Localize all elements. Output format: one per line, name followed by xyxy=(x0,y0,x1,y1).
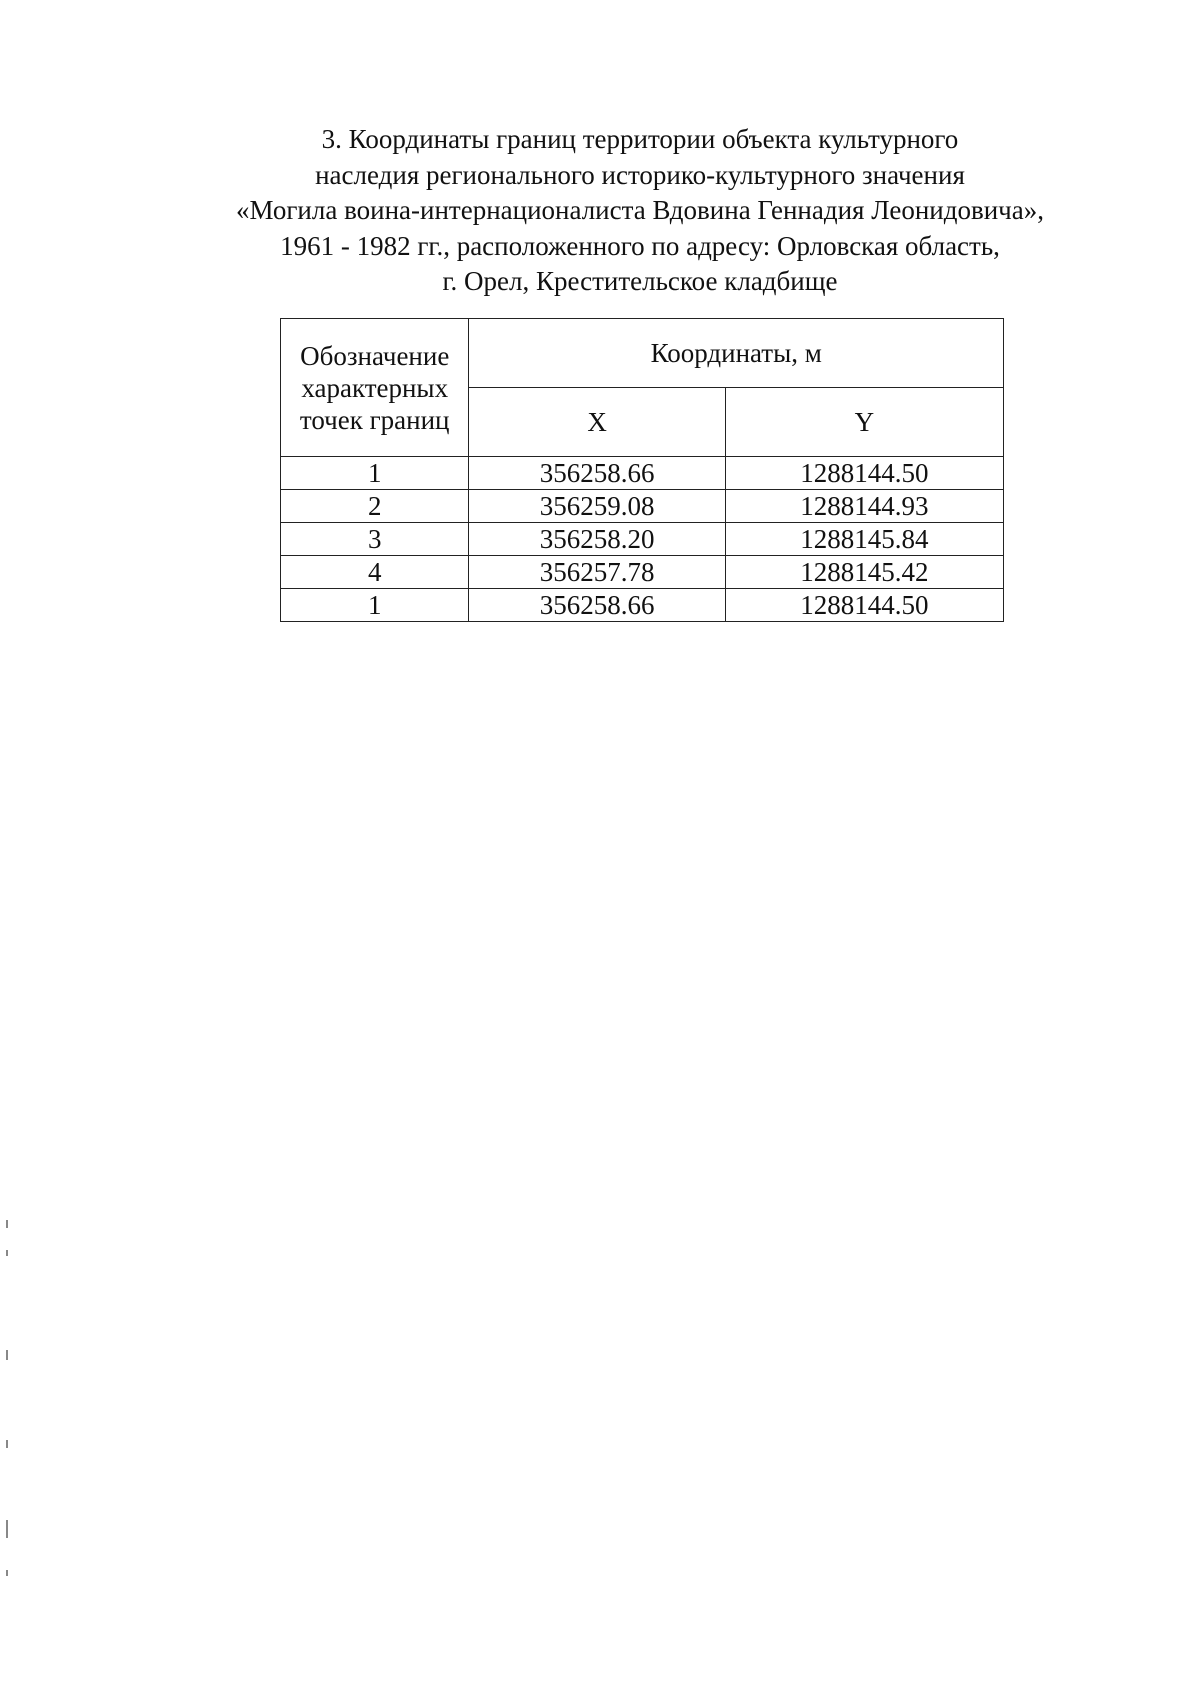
heading-line-2: наследия регионального историко-культурного значения xyxy=(315,159,965,190)
table-row xyxy=(281,556,1004,589)
scan-mark xyxy=(6,1440,8,1448)
y-cell: 1288145.42 xyxy=(725,556,1003,589)
point-designation-header: Обозначение характерных точек границ xyxy=(281,319,469,457)
coordinates-table xyxy=(280,318,1004,622)
table-row xyxy=(281,589,1004,622)
document-heading xyxy=(150,122,1130,300)
table-row xyxy=(281,490,1004,523)
point-cell: 1 xyxy=(281,589,469,622)
heading-line-5: г. Орел, Крестительское кладбище xyxy=(442,266,838,296)
y-column-header: Y xyxy=(725,388,1003,457)
point-cell: 2 xyxy=(281,490,469,523)
y-cell: 1288144.50 xyxy=(725,457,1003,490)
x-cell: 356258.66 xyxy=(469,457,725,490)
point-cell: 3 xyxy=(281,523,469,556)
table-row xyxy=(281,457,1004,490)
scan-mark xyxy=(6,1350,8,1360)
point-cell: 1 xyxy=(281,457,469,490)
heading-line-3: «Могила воина-интернационалиста Вдовина Геннадия Леонидовича», xyxy=(236,195,1044,225)
x-cell: 356259.08 xyxy=(469,490,725,523)
x-column-header: X xyxy=(469,388,725,457)
scan-mark xyxy=(6,1520,8,1538)
x-cell: 356258.20 xyxy=(469,523,725,556)
scan-mark xyxy=(6,1570,8,1576)
x-cell: 356258.66 xyxy=(469,589,725,622)
y-cell: 1288144.93 xyxy=(725,490,1003,523)
coordinates-header: Координаты, м xyxy=(469,319,1004,388)
scan-mark xyxy=(6,1250,8,1256)
y-cell: 1288145.84 xyxy=(725,523,1003,556)
heading-line-1: 3. Координаты границ территории объекта культурного xyxy=(321,124,959,154)
point-cell: 4 xyxy=(281,556,469,589)
scan-mark xyxy=(6,1220,8,1228)
table-header-row xyxy=(281,319,1004,388)
heading-line-4: 1961 - 1982 гг., расположенного по адресу: Орловская область, xyxy=(280,230,1000,261)
y-cell: 1288144.50 xyxy=(725,589,1003,622)
scan-edge-marks xyxy=(6,1220,10,1580)
x-cell: 356257.78 xyxy=(469,556,725,589)
table-row xyxy=(281,523,1004,556)
